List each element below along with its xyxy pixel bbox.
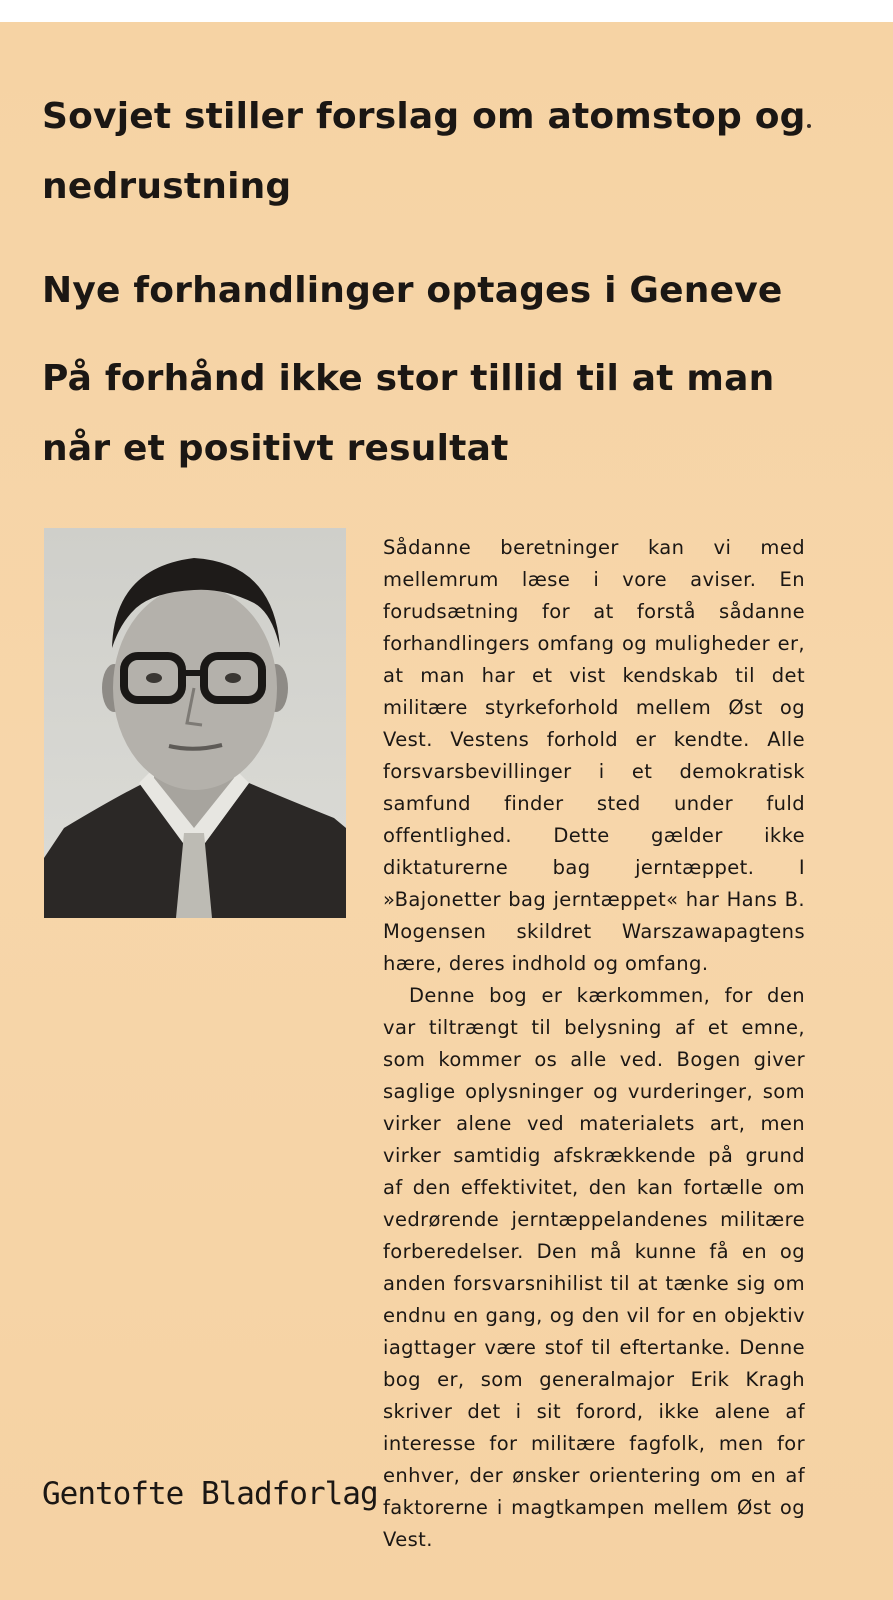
article-body (383, 532, 805, 1556)
article-paragraph: Sådanne beretninger kan vi med mellemrum læse i vore aviser. En forudsætning for at forstå sådanne forhandlingers omfang og muligheder er, at man har et vist kendskab til det militære styrkeforhold mellem Øst og Vest. Vestens forhold er kendte. Alle forsvarsbevillinger i et demokratisk samfund finder sted under fuld offentlighed. Dette gælder ikke diktaturerne bag jerntæppet. I »Bajonetter bag jerntæppet« har Hans B. Mogensen skildret Warszawapagtens hære, deres indhold og omfang. (383, 536, 805, 975)
page (0, 22, 893, 1600)
article-paragraph: Denne bog er kærkommen, for den var tiltrængt til belysning af et emne, som kommer os alle ved. Bogen giver saglige oplysninger og vurderinger, som virker alene ved materialets art, men virker samtidig afskrækkende på grund af den effektivitet, den kan fortælle om vedrørende jerntæppelandenes militære forberedelser. Den må kunne få en og anden forsvarsnihilist til at tænke sig om endnu en gang, og den vil for en objektiv iagttager være stof til eftertanke. Denne bog er, som generalmajor Erik Kragh skriver det i sit forord, ikke alene af interesse for militære fagfolk, men for enhver, der ønsker orientering om en af faktorerne i magtkampen mellem Øst og Vest. (383, 984, 805, 1551)
headline-main: Sovjet stiller forslag om atomstop og nedrustning (42, 96, 806, 207)
publisher-name: Gentofte Bladforlag (42, 1476, 378, 1512)
headline-deck: På forhånd ikke stor tillid til at man når et positivt resultat (42, 358, 775, 469)
headline-subtitle: Nye forhandlinger optages i Geneve (42, 270, 783, 311)
author-portrait (44, 528, 346, 918)
